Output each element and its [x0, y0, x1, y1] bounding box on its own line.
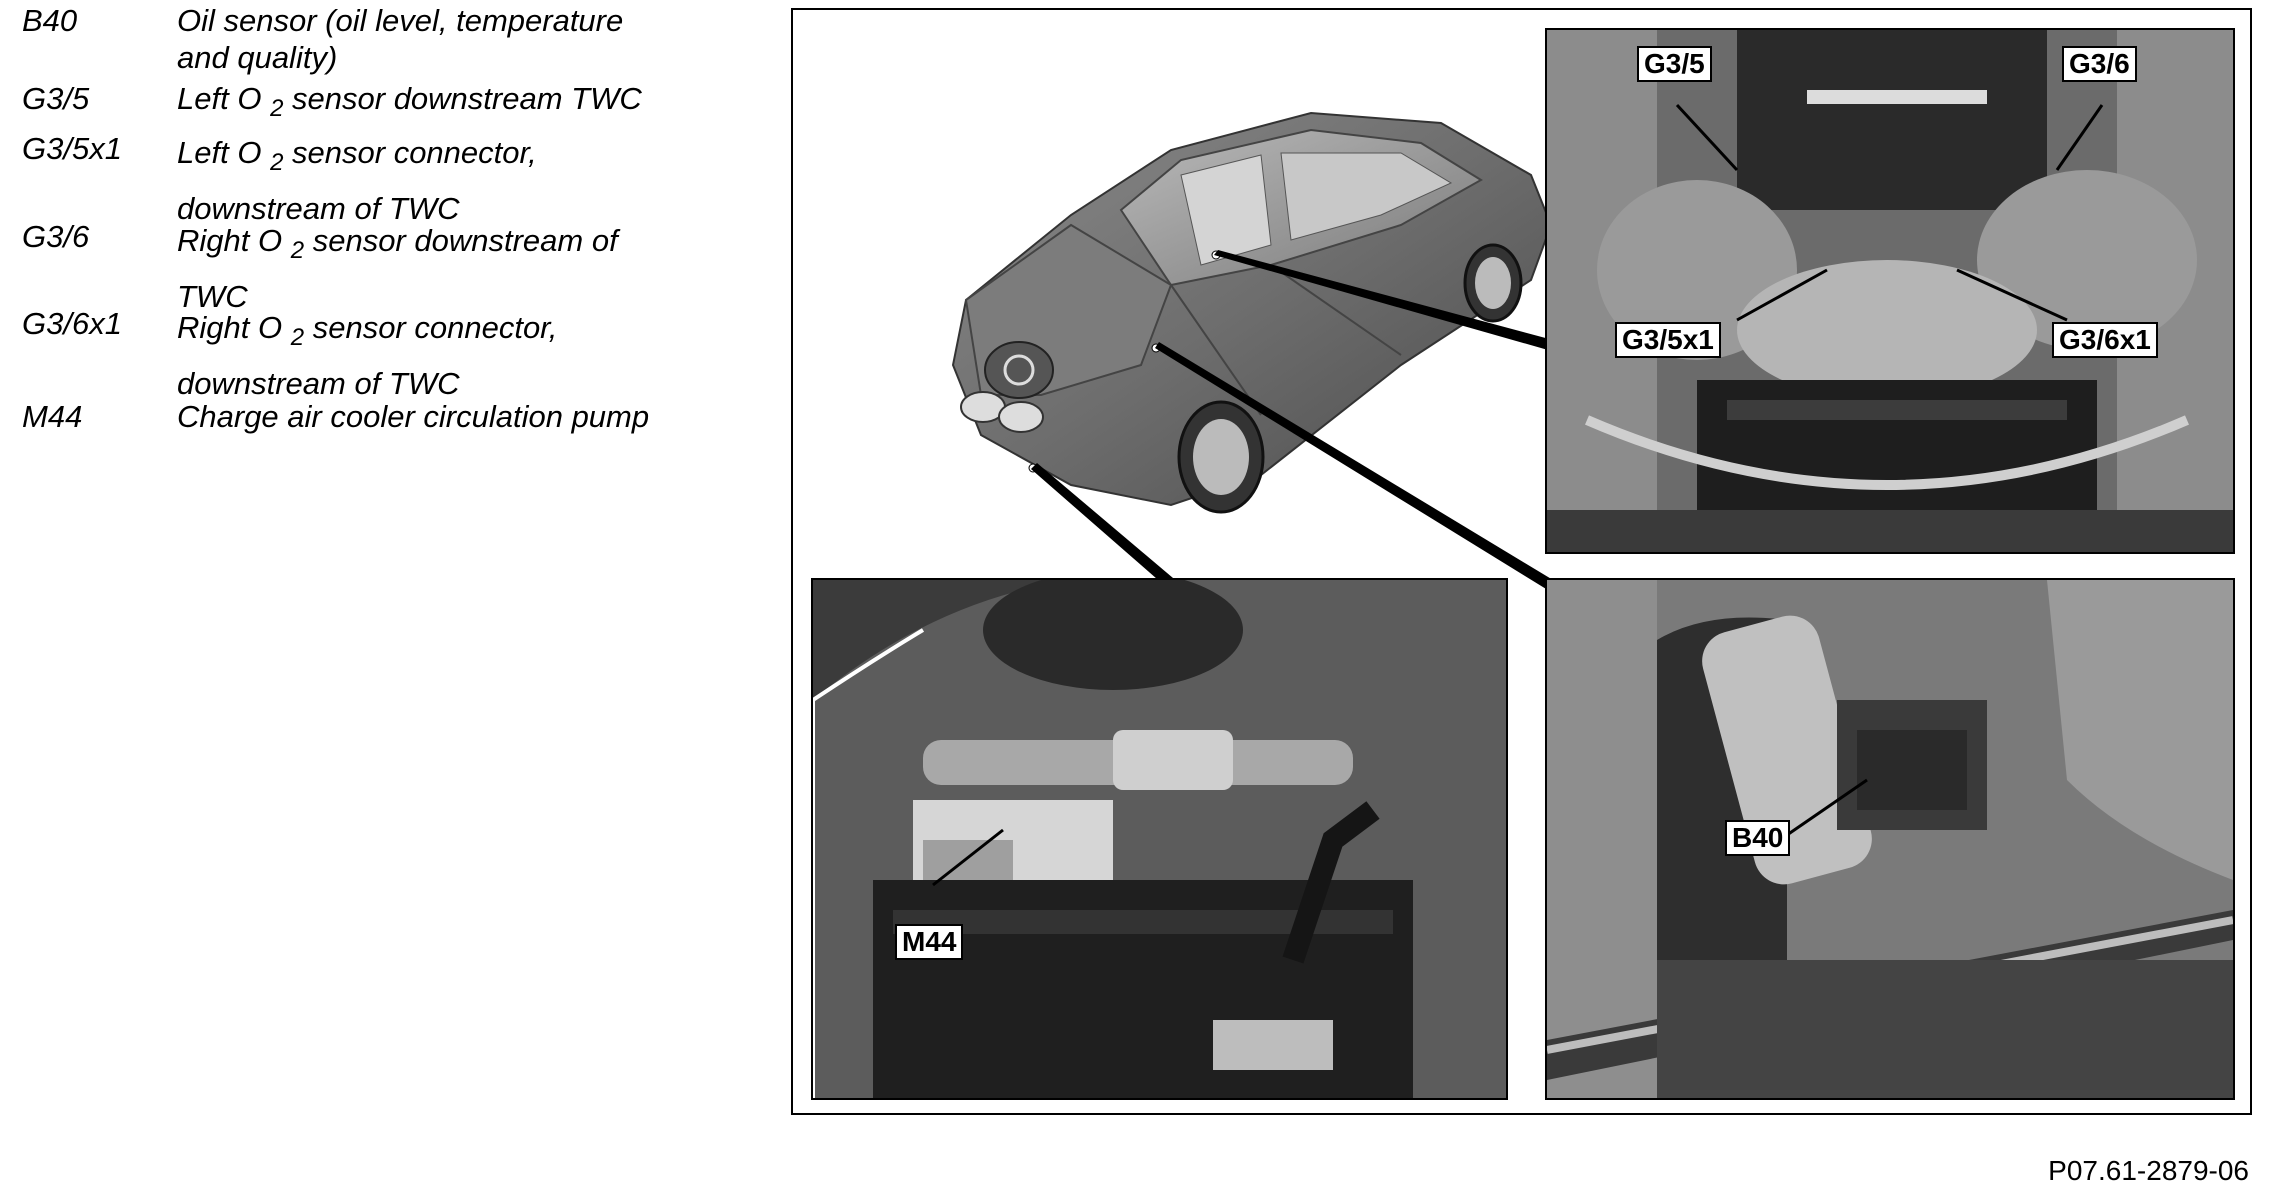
legend-code: G3/5 — [22, 81, 90, 116]
legend-desc — [177, 305, 737, 407]
callout-g3-6x1: G3/6x1 — [2052, 322, 2158, 358]
legend-desc-text: sensor downstream TWC — [283, 81, 642, 116]
legend-desc-line: downstream of TWC — [177, 366, 460, 401]
legend-desc-text: Left O — [177, 81, 262, 116]
legend-code: B40 — [22, 3, 78, 38]
legend-code: G3/6 — [22, 219, 90, 254]
figure-id: P07.61-2879-06 — [2048, 1155, 2249, 1186]
legend-desc-subscript: 2 — [290, 237, 305, 264]
legend-desc-text: sensor connector, — [304, 310, 558, 345]
oil-sensor-photo — [1545, 578, 2235, 1100]
engine-bay-photo — [811, 578, 1508, 1100]
legend-desc-line: Oil sensor (oil level, temperature — [177, 3, 624, 38]
legend-code: G3/5x1 — [22, 131, 122, 166]
legend-desc-line: and quality) — [177, 40, 338, 75]
legend-desc-line: downstream of TWC — [177, 191, 460, 226]
underbody-icon — [1547, 30, 2233, 552]
legend-code: M44 — [22, 399, 83, 434]
legend-desc — [177, 2, 737, 76]
legend-desc — [177, 130, 737, 232]
callout-g3-6: G3/6 — [2062, 46, 2137, 82]
legend-desc-subscript: 2 — [290, 324, 305, 351]
callout-g3-5: G3/5 — [1637, 46, 1712, 82]
engine-bay-icon — [813, 580, 1506, 1098]
legend-desc-text: sensor downstream of — [304, 223, 618, 258]
legend-code: G3/6x1 — [22, 306, 122, 341]
legend-desc-line: Charge air cooler circulation pump — [177, 399, 650, 434]
legend-desc-subscript: 2 — [270, 149, 284, 176]
legend-desc-line: TWC — [177, 279, 248, 314]
callout-g3-5x1: G3/5x1 — [1615, 322, 1721, 358]
legend-desc-text: Right O — [177, 223, 283, 258]
figure-frame — [791, 8, 2252, 1115]
legend-desc-subscript: 2 — [270, 95, 284, 122]
legend-desc-text: Right O — [177, 310, 283, 345]
legend-desc — [177, 80, 737, 127]
underbody-photo — [1545, 28, 2235, 554]
legend-desc — [177, 398, 737, 435]
legend-desc-text: Left O — [177, 135, 262, 170]
callout-b40: B40 — [1725, 820, 1790, 856]
oil-pan-icon — [1547, 580, 2233, 1098]
legend-desc-text: sensor connector, — [283, 135, 537, 170]
callout-m44: M44 — [895, 924, 963, 960]
